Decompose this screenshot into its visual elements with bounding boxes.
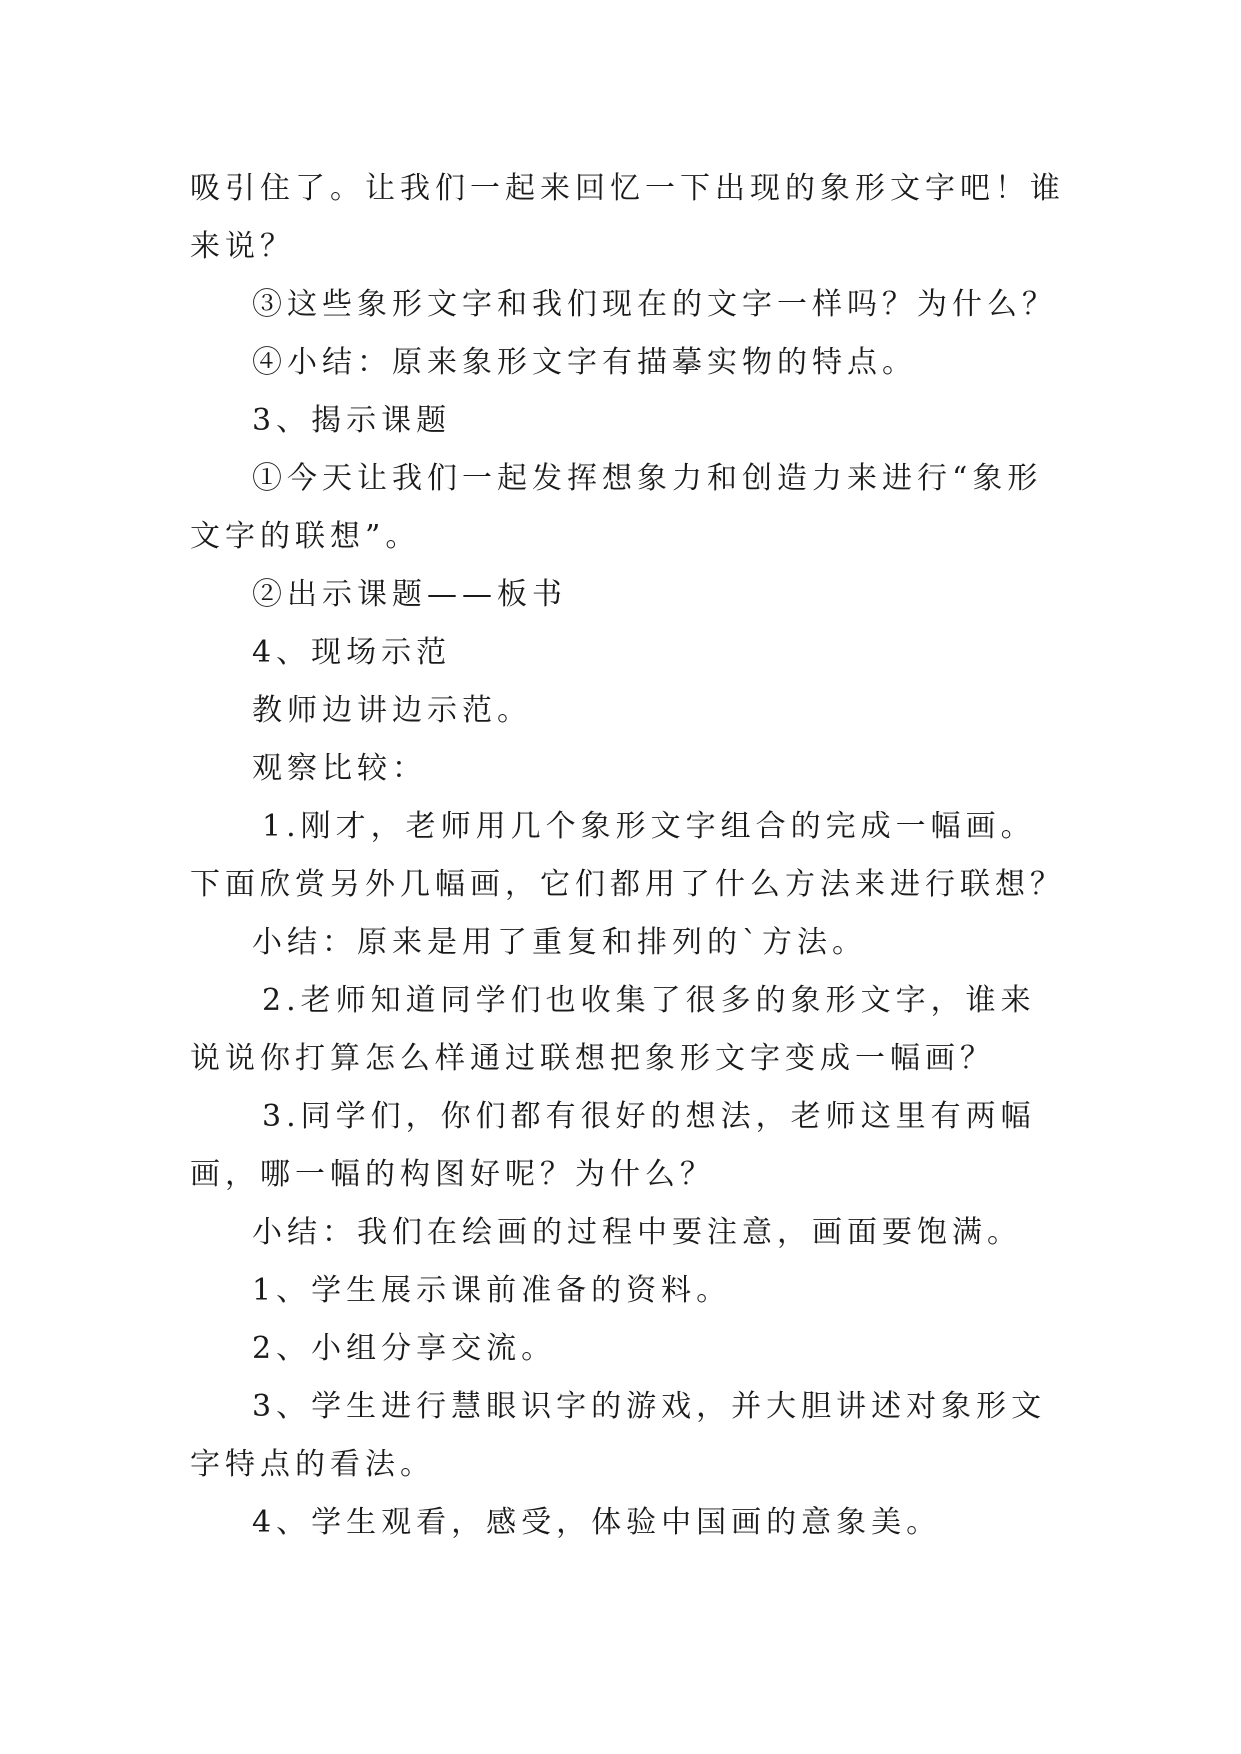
section-heading: 4、现场示范: [252, 635, 452, 670]
paragraph: ③这些象形文字和我们现在的文字一样吗？为什么？: [252, 287, 1057, 322]
paragraph: 吸引住了。让我们一起来回忆一下出现的象形文字吧！谁来说？: [190, 171, 1065, 264]
document-body: [190, 160, 1070, 1552]
paragraph: 3.同学们，你们都有很好的想法，老师这里有两幅画，哪一幅的构图好呢？为什么？: [190, 1099, 1036, 1192]
paragraph: 小结：原来是用了重复和排列的`方法。: [252, 925, 867, 960]
paragraph: 小结：我们在绘画的过程中要注意，画面要饱满。: [252, 1215, 1022, 1250]
paragraph: ①今天让我们一起发挥想象力和创造力来进行“象形文字的联想”。: [190, 461, 1043, 554]
paragraph: 观察比较：: [252, 751, 427, 786]
list-item: 1、学生展示课前准备的资料。: [252, 1273, 732, 1308]
paragraph: ②出示课题——板书: [252, 577, 567, 612]
paragraph: 教师边讲边示范。: [252, 693, 532, 728]
paragraph: 2.老师知道同学们也收集了很多的象形文字，谁来说说你打算怎么样通过联想把象形文字变成一幅画？: [190, 983, 1036, 1076]
paragraph: 1.刚才，老师用几个象形文字组合的完成一幅画。下面欣赏另外几幅画，它们都用了什么方法来进行联想？: [190, 809, 1065, 902]
section-heading: 3、揭示课题: [252, 403, 452, 438]
list-item: 3、学生进行慧眼识字的游戏，并大胆讲述对象形文字特点的看法。: [190, 1389, 1047, 1482]
list-item: 2、小组分享交流。: [252, 1331, 557, 1366]
list-item: 4、学生观看，感受，体验中国画的意象美。: [252, 1505, 942, 1540]
paragraph: ④小结：原来象形文字有描摹实物的特点。: [252, 345, 917, 380]
